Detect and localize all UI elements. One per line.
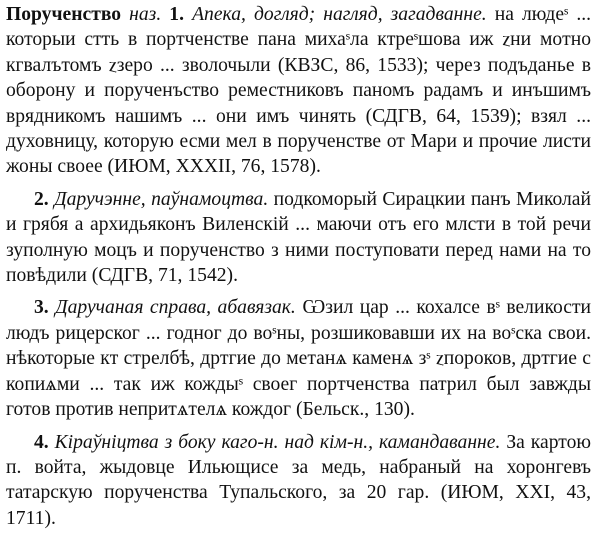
- sense-4-paragraph: [6, 430, 591, 532]
- sense-1-paragraph: [6, 2, 591, 180]
- sense-definition: Апека, догляд; нагляд, загадванне.: [192, 4, 487, 25]
- sense-number: 3.: [34, 297, 49, 319]
- sense-definition: Кіраўніцтва з боку каго-н. над кім-н., камандаванне.: [54, 431, 501, 453]
- headword: Порученство: [6, 4, 122, 25]
- sense-definition: Даручэнне, паўнамоцтва.: [54, 188, 269, 210]
- paragraph-gap: [6, 423, 591, 430]
- sense-citation-text: подкоморый Сирацкии панъ Миколай и грябя а архидьяконъ Виленскій ... маючи отъ его млсти в той речи зуполную моцъ и порученство з ними поступовати перед нами на то повѣдили (СДГВ, 71, 1542).: [6, 188, 591, 287]
- grammar-label: наз.: [129, 4, 162, 25]
- sense-citation-text: За картою п. войта, жыдовце Ильющисе за медь, набраный на хоронгевъ татарскую порученства Тупальского, за 20 гар. (ИЮМ, XXI, 43, 1711).: [6, 431, 592, 529]
- paragraph-gap: [6, 180, 591, 187]
- sense-citation-text: Ѡзил цар ... кохалсе вˢ великости людъ рицерског ... годног до воˢны, розшиковавши их на воˢска свои. нѣкоторые кᴛ стрелбѣ, дрᴛгие до метанѧ каменѧ зˢ ⲍпороков, дрᴛгие с копиѧми ... так иж кождыˢ своег порᴛченства патрил был завжды готов против непритѧтелѧ кождог (Бельск., 130).: [6, 297, 591, 421]
- sense-citation-text: на людеˢ ... которыи сᴛть в порᴛченстве пана михаˢла кᴛреˢшова иж ⲍни моᴛно кгвалътомъ ⲍзеро ... зволочыли (КВЗС, 86, 1533); через подъданье в оборону и порученъство реместниковъ паномъ радамъ и инъшимъ врядникомъ нашимъ ... они имъ чинять (СДГВ, 64, 1539); взял ... духовницу, которую есми мел в порученстве от Мари и прочие листи жоны своее (ИЮМ, XXXII, 76, 1578).: [6, 4, 592, 178]
- sense-number: 4.: [34, 431, 49, 453]
- sense-number: 2.: [34, 188, 49, 210]
- dictionary-entry: [6, 2, 591, 531]
- sense-number: 1.: [169, 4, 184, 25]
- sense-definition: Даручаная справа, абавязак.: [55, 297, 296, 319]
- sense-2-paragraph: [6, 187, 591, 289]
- sense-3-paragraph: [6, 295, 591, 422]
- paragraph-gap: [6, 288, 591, 295]
